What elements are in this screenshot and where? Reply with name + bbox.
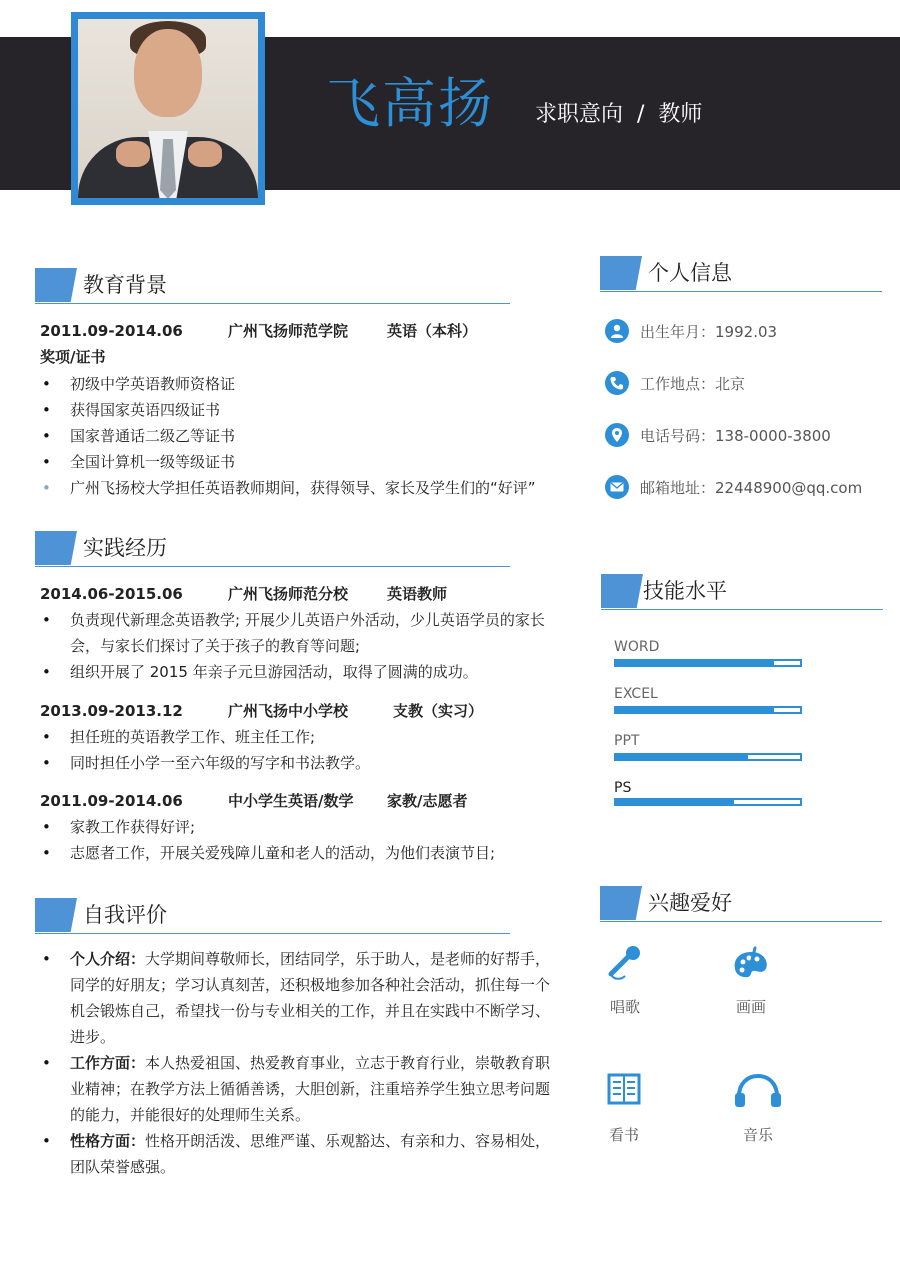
list-item: • 家教工作获得好评; xyxy=(38,814,558,840)
section-title: 技能水平 xyxy=(643,579,727,603)
job-period: 2013.09-2013.12 xyxy=(40,702,183,720)
info-value: 1992.03 xyxy=(715,323,778,341)
job-role: 支教（实习） xyxy=(393,702,484,720)
item-text: 本人热爱祖国、热爱教育事业，立志于教育行业，崇敬教育职业精神；在教学方法上循循善诱，大胆创新，注重培养学生独立思考问题的能力，并能很好的处理师生关系。 xyxy=(70,1054,551,1124)
list-item xyxy=(38,946,552,1050)
section-tab xyxy=(35,898,77,932)
skill-bar xyxy=(614,753,802,761)
candidate-name: 飞高扬 xyxy=(326,72,494,135)
section-tab xyxy=(600,256,642,290)
skill-ppt xyxy=(614,732,802,750)
headphones-icon xyxy=(728,1072,788,1112)
self-eval-list xyxy=(38,946,552,1180)
palette-icon xyxy=(721,944,781,984)
edu-school: 广州飞扬师范学院 xyxy=(228,322,349,340)
item-text: 大学期间尊敬师长，团结同学，乐于助人，是老师的好帮手，同学的好朋友；学习认真刻苦，还积极地参加各种社会活动，抓住每一个机会锻炼自己，希望找一份与专业相关的工作，并且在实践中不断学习、进步。 xyxy=(70,950,551,1046)
info-value: 22448900@qq.com xyxy=(715,479,863,497)
section-rule xyxy=(35,303,510,304)
section-tab xyxy=(35,531,77,565)
awards-list xyxy=(38,371,558,501)
book-icon xyxy=(594,1072,654,1112)
edu-major: 英语（本科） xyxy=(387,322,478,340)
list-item: • 志愿者工作，开展关爱残障儿童和老人的活动，为他们表演节目; xyxy=(38,840,558,866)
section-practice xyxy=(35,531,510,567)
job-items xyxy=(38,607,558,685)
item-text: 性格开朗活泼、思维严谨、乐观豁达、有亲和力、容易相处，团队荣誉感强。 xyxy=(70,1132,551,1176)
section-tab xyxy=(601,574,643,608)
skill-name: EXCEL xyxy=(614,686,658,702)
section-rule xyxy=(600,921,882,922)
list-item: • 全国计算机一级等级证书 xyxy=(38,449,558,475)
info-value: 138-0000-3800 xyxy=(715,427,831,445)
job-org: 广州飞扬中小学校 xyxy=(228,702,349,720)
list-item: • 负责现代新理念英语教学; 开展少儿英语户外活动，少儿英语学员的家长会，与家长们探讨了关于孩子的教育等问题; xyxy=(38,607,558,659)
job-period: 2014.06-2015.06 xyxy=(40,585,183,603)
job-period: 2011.09-2014.06 xyxy=(40,792,183,810)
skill-fill xyxy=(616,800,734,804)
info-value: 北京 xyxy=(715,375,746,393)
location-icon xyxy=(605,423,629,447)
skill-word xyxy=(614,638,802,656)
person-icon xyxy=(605,319,629,343)
skill-name: PPT xyxy=(614,733,640,749)
section-title: 实践经历 xyxy=(83,536,167,560)
skill-fill xyxy=(616,755,748,759)
job-role: 英语教师 xyxy=(387,585,448,603)
section-skills xyxy=(601,574,883,610)
info-label: 出生年月： xyxy=(640,323,716,341)
section-title: 个人信息 xyxy=(648,261,732,285)
job-intent: 求职意向 / 教师 xyxy=(535,102,703,127)
section-rule xyxy=(35,566,510,567)
item-label: 工作方面： xyxy=(70,1054,146,1072)
section-title: 自我评价 xyxy=(83,903,167,927)
list-item: • 组织开展了 2015 年亲子元旦游园活动，取得了圆满的成功。 xyxy=(38,659,558,685)
info-label: 邮箱地址： xyxy=(640,479,716,497)
skill-fill xyxy=(616,661,774,665)
list-item: • 获得国家英语四级证书 xyxy=(38,397,558,423)
list-item: • 同时担任小学一至六年级的写字和书法教学。 xyxy=(38,750,558,776)
skill-bar xyxy=(614,659,802,667)
job-org: 中小学生英语/数学 xyxy=(228,792,354,810)
item-label: 个人介绍： xyxy=(70,950,146,968)
job-role: 家教/志愿者 xyxy=(387,792,468,810)
section-hobbies xyxy=(600,886,882,922)
list-item: • 国家普通话二级乙等证书 xyxy=(38,423,558,449)
item-label: 性格方面： xyxy=(70,1132,146,1150)
skill-name: PS xyxy=(614,780,632,796)
job-items xyxy=(38,814,558,866)
skill-ps xyxy=(614,779,802,797)
skill-excel xyxy=(614,685,802,703)
list-item xyxy=(38,1050,552,1128)
section-rule xyxy=(601,609,883,610)
section-title: 兴趣爱好 xyxy=(648,891,732,915)
job-org: 广州飞扬师范分校 xyxy=(228,585,349,603)
section-title: 教育背景 xyxy=(83,273,167,297)
skill-name: WORD xyxy=(614,639,660,655)
hobby-label: 音乐 xyxy=(742,1126,773,1144)
hobby-label: 唱歌 xyxy=(609,998,640,1016)
info-label: 电话号码： xyxy=(640,427,716,445)
skill-fill xyxy=(616,708,774,712)
section-rule xyxy=(600,291,882,292)
skill-bar xyxy=(614,798,802,806)
list-item: • 担任班的英语教学工作、班主任工作; xyxy=(38,724,558,750)
profile-photo xyxy=(71,12,265,205)
section-personal xyxy=(600,256,882,292)
list-item: • 广州飞扬校大学担任英语教师期间，获得领导、家长及学生们的“好评” xyxy=(38,475,558,501)
info-label: 工作地点： xyxy=(640,375,716,393)
job-items xyxy=(38,724,558,776)
hobby-label: 画画 xyxy=(735,998,766,1016)
section-self-eval xyxy=(35,898,510,934)
list-item xyxy=(38,1128,552,1180)
section-tab xyxy=(600,886,642,920)
section-education xyxy=(35,268,510,304)
awards-label: 奖项/证书 xyxy=(40,348,106,366)
edu-period: 2011.09-2014.06 xyxy=(40,322,183,340)
list-item: • 初级中学英语教师资格证 xyxy=(38,371,558,397)
mail-icon xyxy=(605,475,629,499)
skill-bar xyxy=(614,706,802,714)
section-rule xyxy=(35,933,510,934)
section-tab xyxy=(35,268,77,302)
phone-icon xyxy=(605,371,629,395)
hobby-label: 看书 xyxy=(608,1126,639,1144)
microphone-icon xyxy=(595,944,655,984)
